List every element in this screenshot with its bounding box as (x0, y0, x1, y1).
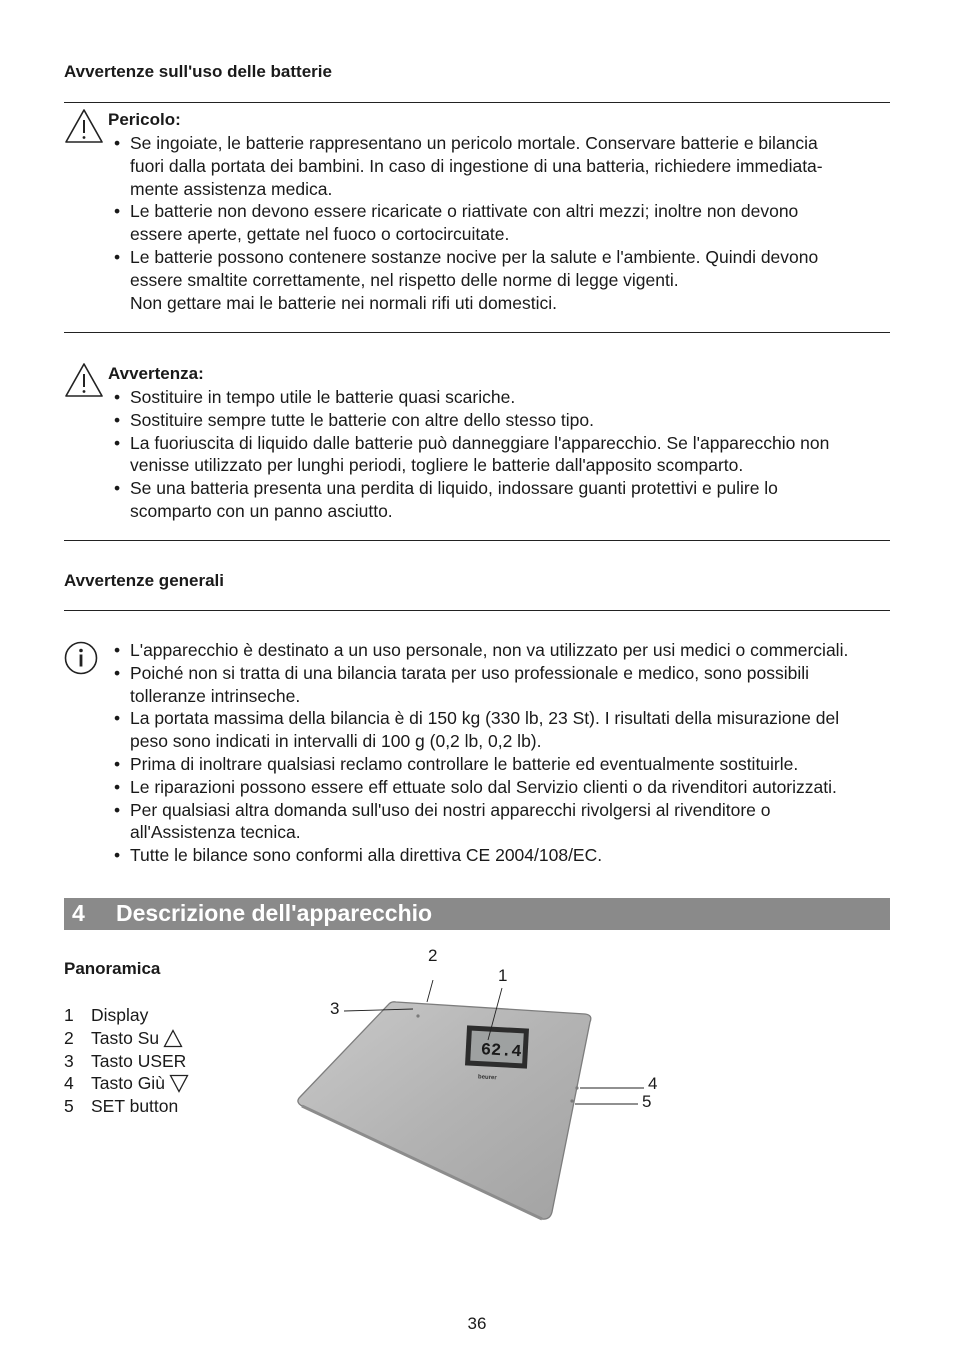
warning-list (114, 386, 890, 523)
danger-label: Pericolo: (108, 110, 181, 129)
list-item: • L'apparecchio è destinato a un uso personale, non va utilizzato per usi medici o commerciali. (114, 639, 890, 662)
chapter-heading (64, 898, 890, 930)
part-label: SET button (91, 1096, 179, 1117)
part-label: Tasto USER (91, 1050, 187, 1071)
part-label: Display (91, 1005, 149, 1025)
list-item: • Se ingoiate, le batterie rappresentano un pericolo mortale. Conservare batterie e bilancia fuori dalla portata dei bambini. In caso di ingestione di una batteria, richiedere immediata- mente assistenza medica. (114, 132, 890, 200)
callout-5: 5 (642, 1092, 652, 1111)
list-item (64, 1050, 189, 1073)
warning-triangle-icon (64, 362, 104, 398)
list-item (64, 1072, 189, 1095)
page-number: 36 (467, 1314, 487, 1333)
list-item (64, 1027, 189, 1050)
user-button (416, 1014, 419, 1017)
callout-3: 3 (330, 999, 340, 1018)
part-label: Tasto Su (91, 1027, 160, 1048)
down-button (575, 1086, 578, 1089)
danger-list (114, 132, 890, 314)
list-item: • Le riparazioni possono essere eff ettuate solo dal Servizio clienti o da rivenditori autorizzati. (114, 776, 890, 799)
up-triangle-icon (163, 1029, 183, 1048)
part-number: 4 (64, 1073, 74, 1094)
list-item (64, 1095, 189, 1118)
list-item: • La fuoriuscita di liquido dalle batterie può danneggiare l'apparecchio. Se l'apparecchio non venisse utilizzato per lunghi periodi, togliere le batterie dall'apposito scomparto. (114, 432, 890, 478)
info-icon (64, 641, 98, 675)
general-list (114, 639, 890, 867)
list-item: • Se una batteria presenta una perdita di liquido, indossare guanti protettivi e pulire lo scomparto con un panno asciutto. (114, 477, 890, 523)
list-item: • Sostituire in tempo utile le batterie quasi scariche. (114, 386, 890, 409)
warning-label: Avvertenza: (108, 364, 204, 383)
scale-display (465, 1025, 529, 1068)
divider (64, 332, 890, 333)
list-item (64, 1004, 189, 1027)
divider (64, 610, 890, 611)
part-label: Tasto Giù (91, 1073, 165, 1094)
list-item: • Tutte le bilance sono conformi alla direttiva CE 2004/108/EC. (114, 844, 890, 867)
list-item: • Poiché non si tratta di una bilancia tarata per uso professionale e medico, sono possibili tolleranze intrinseche. (114, 662, 890, 708)
callout-1: 1 (498, 966, 508, 985)
brand-logo: beurer (477, 1074, 497, 1082)
list-item: • Le batterie non devono essere ricaricate o riattivate con altri mezzi; inoltre non devono essere aperte, gettate nel fuoco o cortocircuitate. (114, 200, 890, 246)
callout-4: 4 (648, 1074, 658, 1093)
part-number: 1 (64, 1005, 74, 1025)
chapter-number: 4 (72, 900, 85, 926)
list-item: • Per qualsiasi altra domanda sull'uso dei nostri apparecchi rivolgersi al rivenditore o all'Assistenza tecnica. (114, 799, 890, 845)
list-item: • Prima di inoltrare qualsiasi reclamo controllare le batterie ed eventualmente sostituirle. (114, 753, 890, 776)
list-item: • Sostituire sempre tutte le batterie con altre dello stesso tipo. (114, 409, 890, 432)
down-triangle-icon (169, 1074, 189, 1093)
parts-list (64, 1004, 189, 1118)
divider (64, 540, 890, 541)
part-number: 5 (64, 1096, 74, 1117)
display-reading: 62.4 (480, 1041, 523, 1063)
list-item: • La portata massima della bilancia è di 150 kg (330 lb, 23 St). I risultati della misurazione del peso sono indicati in intervalli di 100 g (0,2 lb, 0,2 lb). (114, 707, 890, 753)
divider (64, 102, 890, 103)
part-number: 3 (64, 1050, 74, 1071)
part-number: 2 (64, 1027, 74, 1048)
warning-triangle-icon (64, 108, 104, 144)
list-item: • Le batterie possono contenere sostanze nocive per la salute e l'ambiente. Quindi devono essere smaltite correttamente, nel rispetto delle norme di legge vigenti. Non gettare mai le batterie nei normali rifi uti domestici. (114, 246, 890, 314)
set-button (570, 1099, 573, 1102)
callout-2: 2 (428, 946, 438, 965)
general-heading: Avvertenze generali (64, 571, 224, 590)
battery-heading: Avvertenze sull'uso delle batterie (64, 62, 332, 81)
chapter-title: Descrizione dell'apparecchio (116, 900, 433, 926)
overview-heading: Panoramica (64, 959, 161, 978)
